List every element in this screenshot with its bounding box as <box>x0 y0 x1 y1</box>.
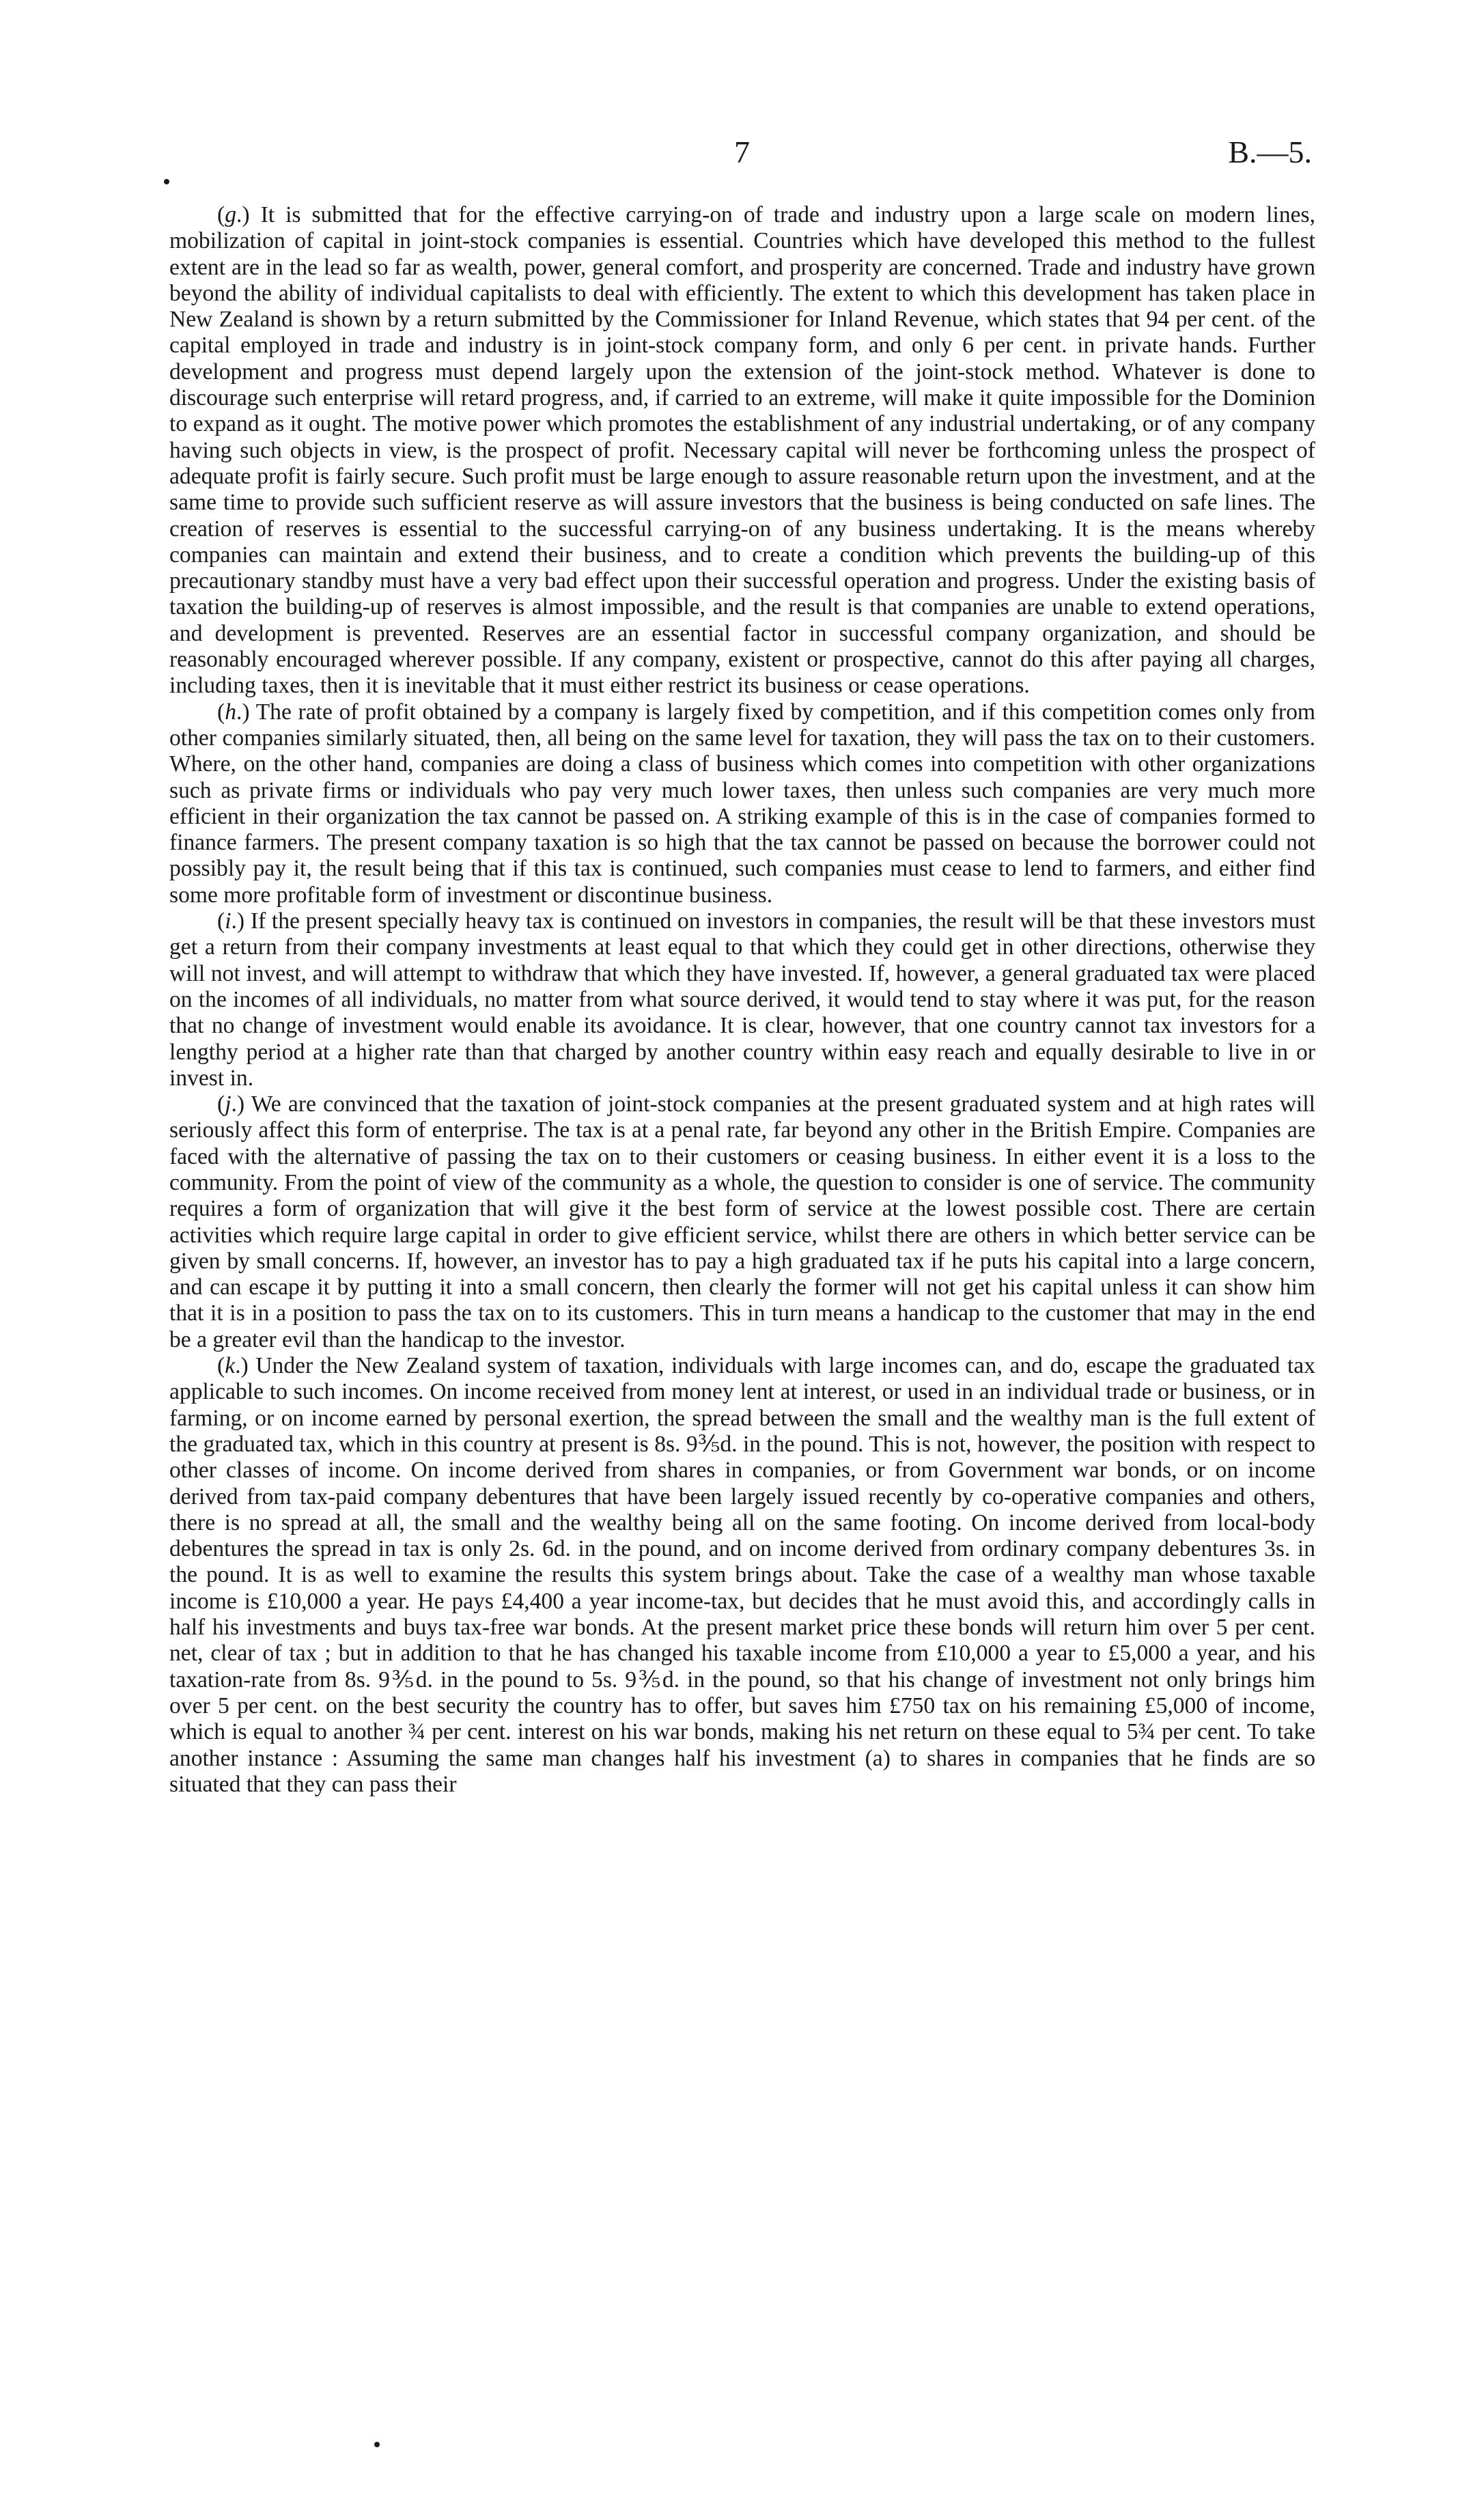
paragraph-text: It is submitted that for the effective carrying-on of trade and industry upon a large scale on modern lines, mobilization of capital in joint-stock companies is essential. Countries which have developed this method to the fullest extent are in the lead so far as wealth, power, general comfort, and prosperity are concerned. Trade and industry have grown beyond the ability of individual capitalists to deal with efficiently. The extent to which this development has taken place in New Zealand is shown by a return submitted by the Commissioner for Inland Revenue, which states that 94 per cent. of the capital employed in trade and industry is in joint-stock company form, and only 6 per cent. in private hands. Further development and progress must depend largely upon the extension of the joint-stock method. Whatever is done to discourage such enterprise will retard progress, and, if carried to an extreme, will make it quite impossible for the Dominion to expand as it ought. The motive power which promotes the establishment of any industrial undertaking, or of any company having such objects in view, is the prospect of profit. Necessary capital will never be forthcoming unless the prospect of adequate profit is fairly secure. Such profit must be large enough to assure reasonable return upon the investment, and at the same time to provide such sufficient reserve as will assure investors that the business is being conducted on safe lines. The creation of reserves is essential to the successful carrying-on of any business undertaking. It is the means whereby companies can maintain and extend their business, and to create a condition which prevents the building-up of this precautionary standby must have a very bad effect upon their successful operation and progress. Under the existing basis of taxation the building-up of reserves is almost impossible, and the result is that companies are unable to extend operations, and development is prevented. Reserves are an essential factor in successful company organization, and should be reasonably encouraged wherever possible. If any company, existent or prospective, cannot do this after paying all charges, including taxes, then it is inevitable that it must either restrict its business or cease operations. <box>169 202 1315 699</box>
paragraph-label: (h.) <box>217 699 250 725</box>
paragraph-label: (i.) <box>217 908 245 934</box>
paragraph-j <box>169 1091 1315 1353</box>
paragraph-g <box>169 202 1315 699</box>
paragraph-k <box>169 1353 1315 1798</box>
paragraph-label: (g.) <box>217 202 250 227</box>
page-number: 7 <box>734 135 750 169</box>
paragraph-text: The rate of profit obtained by a company is largely fixed by competition, and if this competition comes only from other companies similarly situated, then, all being on the same level for taxation, they will pass the tax on to their customers. Where, on the other hand, companies are doing a class of business which comes into competition with other organizations such as private firms or individuals who pay very much lower taxes, then unless such companies are very much more efficient in their organization the tax cannot be passed on. A striking example of this is in the case of companies formed to finance farmers. The present company taxation is so high that the tax cannot be passed on because the borrower could not possibly pay it, the result being that if this tax is continued, such companies must cease to lend to farmers, and either find some more profitable form of investment or discontinue business. <box>169 699 1315 908</box>
paragraph-h <box>169 699 1315 908</box>
body-text <box>169 202 1315 1798</box>
margin-dot-mark <box>374 2442 380 2447</box>
paragraph-i <box>169 908 1315 1091</box>
margin-dot-mark <box>164 179 169 184</box>
paragraph-text: Under the New Zealand system of taxation, individuals with large incomes can, and do, escape the graduated tax applicable to such incomes. On income received from money lent at interest, or used in an individual trade or business, or in farming, or on income earned by personal exertion, the spread between the small and the wealthy man is the full extent of the graduated tax, which in this country at present is 8s. 9⅗d. in the pound. This is not, however, the position with respect to other classes of income. On income derived from shares in companies, or from Government war bonds, or on income derived from tax-paid company debentures that have been largely issued recently by co-operative companies and others, there is no spread at all, the small and the wealthy being all on the same footing. On income derived from local-body debentures the spread in tax is only 2s. 6d. in the pound, and on income derived from ordinary company debentures 3s. in the pound. It is as well to examine the results this system brings about. Take the case of a wealthy man whose taxable income is £10,000 a year. He pays £4,400 a year income-tax, but decides that he must avoid this, and accordingly calls in half his investments and buys tax-free war bonds. At the present market price these bonds will return him over 5 per cent. net, clear of tax ; but in addition to that he has changed his taxable income from £10,000 a year to £5,000 a year, and his taxation-rate from 8s. 9⅗d. in the pound to 5s. 9⅗d. in the pound, so that his change of investment not only brings him over 5 per cent. on the best security the country has to offer, but saves him £750 tax on his remaining £5,000 of income, which is equal to another ¾ per cent. interest on his war bonds, making his net return on these equal to 5¾ per cent. To take another instance : Assuming the same man changes half his investment (a) to shares in companies that he finds are so situated that they can pass their <box>169 1353 1315 1797</box>
paragraph-text: If the present specially heavy tax is continued on investors in companies, the result will be that these investors must get a return from their company investments at least equal to that which they could get in other directions, otherwise they will not invest, and will attempt to withdraw that which they have invested. If, however, a general graduated tax were placed on the incomes of all individuals, no matter from what source derived, it would tend to stay where it was put, for the reason that no change of investment would enable its avoidance. It is clear, however, that one country cannot tax investors for a lengthy period at a higher rate than that charged by another country within easy reach and equally desirable to live in or invest in. <box>169 908 1315 1091</box>
paragraph-label: (k.) <box>217 1353 249 1379</box>
paragraph-label: (j.) <box>217 1091 245 1117</box>
paragraph-text: We are convinced that the taxation of joint-stock companies at the present graduated system and at high rates will seriously affect this form of enterprise. The tax is at a penal rate, far beyond any other in the British Empire. Companies are faced with the alternative of passing the tax on to their customers or ceasing business. In either event it is a loss to the community. From the point of view of the community as a whole, the question to consider is one of service. The community requires a form of organization that will give it the best form of service at the lowest possible cost. There are certain activities which require large capital in order to give efficient service, whilst there are others in which better service can be given by small concerns. If, however, an investor has to pay a high graduated tax if he puts his capital into a large concern, and can escape it by putting it into a small concern, then clearly the former will not get his capital unless it can show him that it is in a position to pass the tax on to its customers. This in turn means a handicap to the customer that may in the end be a greater evil than the handicap to the investor. <box>169 1091 1315 1352</box>
document-reference: B.—5. <box>1228 135 1312 169</box>
